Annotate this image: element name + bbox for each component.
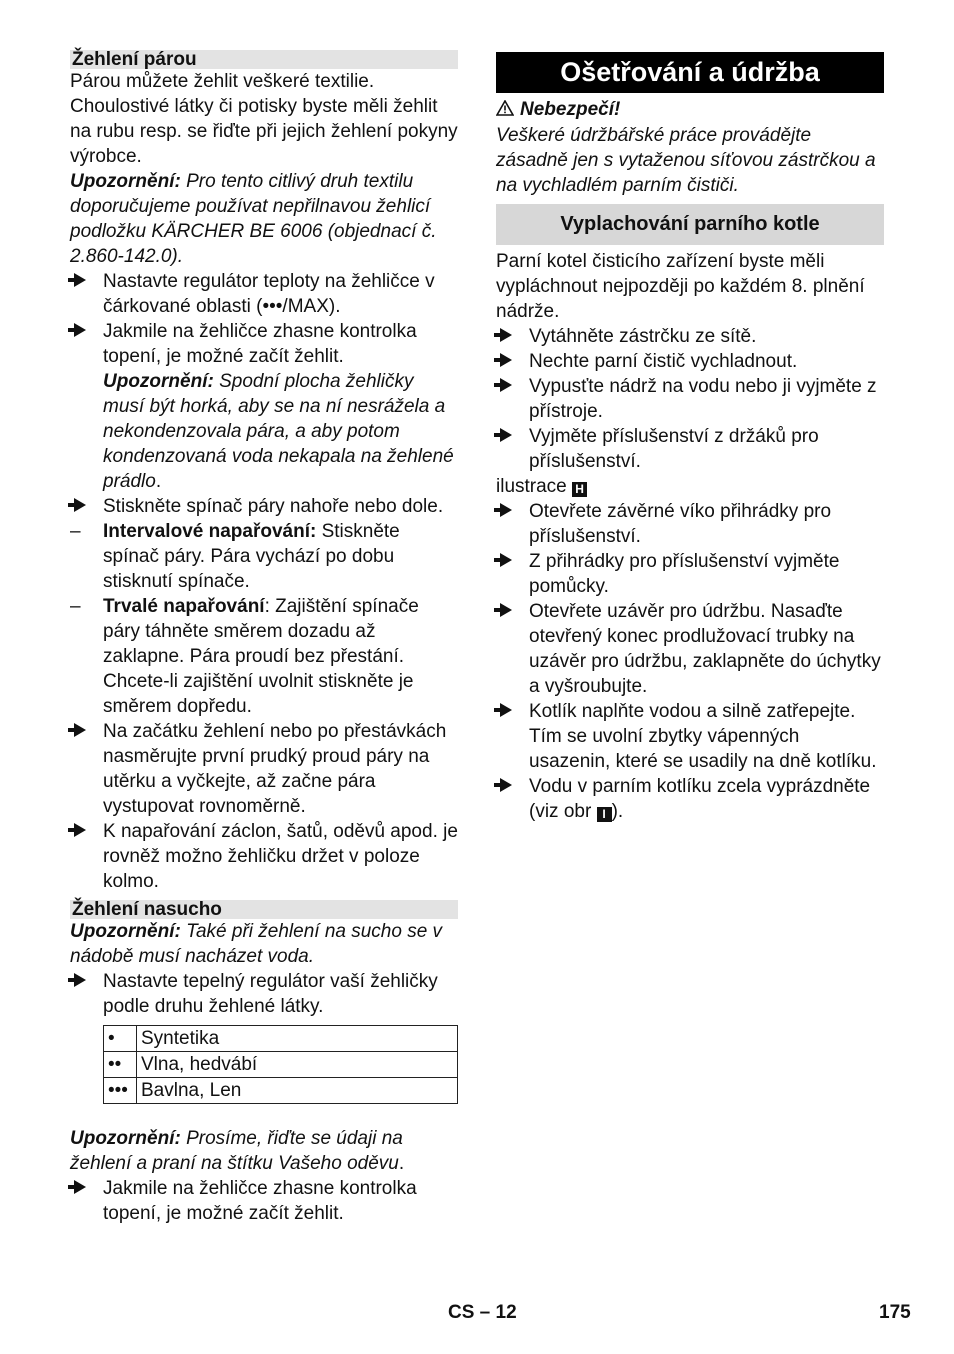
step-item (70, 1176, 458, 1226)
step-item (70, 319, 458, 369)
note (70, 369, 458, 494)
step-item (496, 424, 884, 474)
section-heading-dry-ironing: Žehlení nasucho (70, 900, 458, 919)
chapter-heading: Ošetřování a údržba (496, 52, 884, 93)
note-text: Také při žehlení na sucho se v nádobě musí nacházet voda. (70, 921, 443, 967)
note-text: Spodní plocha žehličky musí být horká, aby se na ní nesrážela a nekondenzovala pára, a aby potom kondenzovaná voda nekapala na žehlené prádlo (103, 371, 454, 492)
illustration-label: ilustrace (496, 476, 567, 497)
arrow-icon (496, 374, 529, 399)
step-item (496, 499, 884, 549)
step-text: Jakmile na žehličce zhasne kontrolka topení, je možné začít žehlit. (103, 1178, 417, 1224)
figure-ref-icon: H (572, 482, 587, 497)
step-item (496, 349, 884, 374)
right-column (496, 52, 884, 824)
note-label: Upozornění: (70, 171, 181, 192)
arrow-icon (70, 719, 103, 744)
step-text: Z přihrádky pro příslušenství vyjměte pomůcky. (529, 551, 840, 597)
paragraph: Párou můžete žehlit veškeré textilie. Choulostivé látky či potisky byste měli žehlit na rubu resp. se řiďte při jejich žehlení pokyny výrobce. (70, 71, 458, 167)
danger-text: Veškeré údržbářské práce provádějte zásadně jen s vytaženou síťovou zástrčkou a na vychladlém parním čističi. (496, 125, 876, 196)
step-item (496, 599, 884, 699)
arrow-icon (70, 969, 103, 994)
arrow-icon (496, 349, 529, 374)
dash-text: : Zajištění spínače páry táhněte směrem dozadu až zaklapne. Pára proudí bez přestání. Chcete-li zajištění uvolnit stiskněte je směrem dopředu. (103, 596, 419, 717)
note-end: . (398, 1153, 405, 1174)
step-text: Nechte parní čistič vychladnout. (529, 351, 798, 372)
step-item (70, 494, 458, 519)
step-text: Vytáhněte zástrčku ze sítě. (529, 326, 757, 347)
table-cell-value: Vlna, hedvábí (137, 1052, 458, 1078)
step-text: Otevřete uzávěr pro údržbu. Nasaďte otevřený konec prodlužovací trubky na uzávěr pro údržbu, zaklapněte do úchytky a vyšroubujte. (529, 601, 881, 697)
dash-item (70, 594, 458, 719)
note-label: Upozornění: (70, 1128, 181, 1149)
step-text: Jakmile na žehličce zhasne kontrolka topení, je možné začít žehlit. (103, 321, 417, 367)
dash-item (70, 519, 458, 594)
step-text: Stiskněte spínač páry nahoře nebo dole. (103, 496, 444, 517)
step-item (70, 819, 458, 894)
step-item (70, 269, 458, 319)
step-text: Vyjměte příslušenství z držáků pro příslušenství. (529, 426, 819, 472)
step-item (496, 774, 884, 824)
step-text: Nastavte regulátor teploty na žehličce v čárkované oblasti (•••/MAX). (103, 271, 435, 317)
arrow-icon (496, 324, 529, 349)
step-text: Kotlík naplňte vodou a silně zatřepejte. Tím se uvolní zbytky vápenných usazenin, které se usadily na dně kotlíku. (529, 701, 877, 772)
arrow-icon (496, 549, 529, 574)
note-end: . (155, 471, 162, 492)
arrow-icon (496, 499, 529, 524)
step-text: K napařování záclon, šatů, oděvů apod. je rovněž možno žehličku držet v poloze kolmo. (103, 821, 458, 892)
note-label: Upozornění: (70, 921, 181, 942)
note-label: Upozornění: (103, 371, 214, 392)
table-cell-key: ••• (104, 1078, 137, 1104)
table-row (104, 1078, 458, 1104)
step-text: Vypusťte nádrž na vodu nebo ji vyjměte z přístroje. (529, 376, 877, 422)
arrow-icon (70, 1176, 103, 1201)
note (70, 169, 458, 269)
table-cell-value: Bavlna, Len (137, 1078, 458, 1104)
table-row (104, 1052, 458, 1078)
arrow-icon (70, 494, 103, 519)
danger-heading (496, 97, 884, 123)
left-column (70, 50, 458, 1226)
paragraph: Parní kotel čisticího zařízení byste měli vypláchnout nejpozději po každém 8. plnění nádrže. (496, 251, 865, 322)
note (70, 1126, 458, 1176)
section-heading-steam-ironing: Žehlení párou (70, 50, 458, 69)
danger-label: Nebezpečí! (520, 99, 621, 120)
arrow-icon (496, 699, 529, 724)
dash-label: Intervalové napařování: (103, 521, 317, 542)
arrow-icon (70, 269, 103, 294)
step-text: Otevřete závěrné víko přihrádky pro příslušenství. (529, 501, 832, 547)
table-cell-key: •• (104, 1052, 137, 1078)
arrow-icon (496, 424, 529, 449)
step-item (70, 969, 458, 1019)
step-text: Vodu v parním kotlíku zcela vyprázdněte (viz obr (529, 776, 871, 822)
step-item (496, 374, 884, 424)
dash-marker: – (70, 521, 81, 542)
dash-text: Stiskněte spínač páry. Pára vychází po dobu stisknutí spínače. (103, 521, 400, 592)
dash-label: Trvalé napařování (103, 596, 265, 617)
note-text: Pro tento citlivý druh textilu doporučujeme používat nepřilnavou žehlicí podložku KÄRCHER BE 6006 (objednací č. 2.860-142.0). (70, 171, 437, 267)
dash-marker: – (70, 596, 81, 617)
page-footer (0, 1300, 954, 1325)
fabric-setting-table (103, 1025, 458, 1104)
step-item (496, 699, 884, 774)
arrow-icon (496, 599, 529, 624)
figure-ref-icon: I (597, 807, 612, 822)
step-item (496, 549, 884, 599)
table-cell-value: Syntetika (137, 1026, 458, 1052)
table-row (104, 1026, 458, 1052)
illustration-ref (496, 474, 884, 499)
step-item (496, 324, 884, 349)
page-number: 175 (879, 1302, 911, 1323)
arrow-icon (70, 319, 103, 344)
step-text-end: ). (611, 801, 624, 822)
step-item (70, 719, 458, 819)
step-text: Na začátku žehlení nebo po přestávkách nasměrujte první prudký proud páry na utěrku a vyčkejte, až začne pára vystupovat rovnoměrně. (103, 721, 447, 817)
warning-triangle-icon (496, 98, 514, 123)
arrow-icon (70, 819, 103, 844)
note (70, 919, 458, 969)
table-cell-key: • (104, 1026, 137, 1052)
section-heading-boiler-flush: Vyplachování parního kotle (496, 204, 884, 245)
footer-section: CS – 12 (448, 1302, 517, 1323)
note-text: Prosíme, řiďte se údaji na žehlení a praní na štítku Vašeho oděvu (70, 1128, 403, 1174)
arrow-icon (496, 774, 529, 799)
step-text: Nastavte tepelný regulátor vaší žehličky podle druhu žehlené látky. (103, 971, 438, 1017)
